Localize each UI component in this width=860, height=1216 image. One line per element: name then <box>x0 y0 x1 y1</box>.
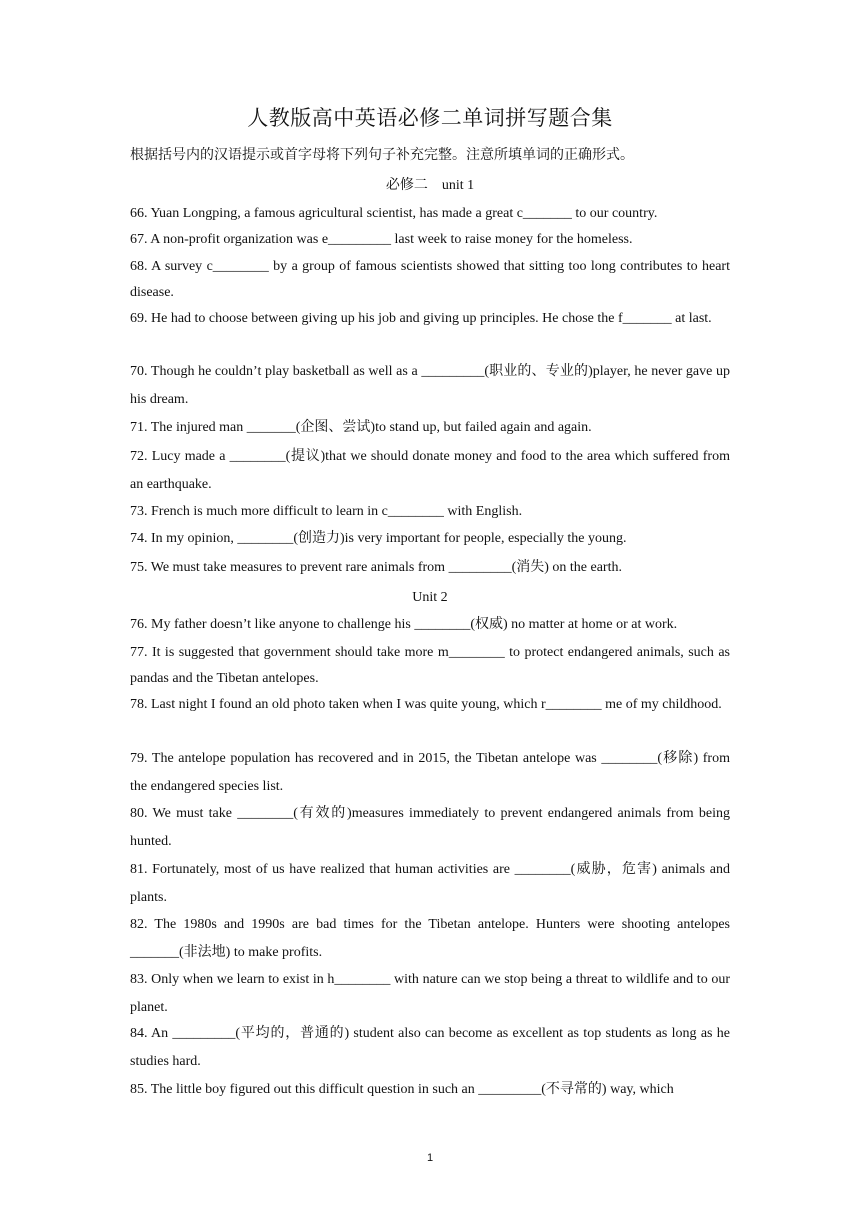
question-item: 75. We must take measures to prevent rare animals from _________(消失) on the earth. <box>130 560 622 575</box>
section-heading-unit-2: Unit 2 <box>412 590 448 605</box>
question-item: 68. A survey c________ by a group of famous scientists showed that sitting too long contributes to heart disease. <box>130 259 730 300</box>
question-item: 80. We must take ________(有效的)measures immediately to prevent endangered animals from being hunted. <box>130 806 730 849</box>
question-item: 71. The injured man _______(企图、尝试)to stand up, but failed again and again. <box>130 420 592 435</box>
question-item: 70. Though he couldn’t play basketball as well as a _________(职业的、专业的)player, he never gave up his dream. <box>130 364 730 407</box>
question-item: 83. Only when we learn to exist in h________ with nature can we stop being a threat to wildlife and to our planet. <box>130 972 730 1015</box>
question-item: 79. The antelope population has recovered and in 2015, the Tibetan antelope was ________(移除) from the endangered species list. <box>130 751 730 794</box>
question-item: 82. The 1980s and 1990s are bad times for the Tibetan antelope. Hunters were shooting antelopes _______(非法地) to make profits. <box>130 917 730 960</box>
question-item: 85. The little boy figured out this difficult question in such an _________(不寻常的) way, which <box>130 1082 674 1097</box>
question-item: 66. Yuan Longping, a famous agricultural scientist, has made a great c_______ to our country. <box>130 206 658 221</box>
question-item: 74. In my opinion, ________(创造力)is very important for people, especially the young. <box>130 531 627 546</box>
question-item: 67. A non-profit organization was e_________ last week to raise money for the homeless. <box>130 232 633 247</box>
document-title: 人教版高中英语必修二单词拼写题合集 <box>247 106 613 130</box>
question-item: 76. My father doesn’t like anyone to challenge his ________(权威) no matter at home or at work. <box>130 617 678 632</box>
page-number: 1 <box>426 1152 434 1164</box>
question-item: 78. Last night I found an old photo taken when I was quite young, which r________ me of my childhood. <box>130 697 722 712</box>
question-item: 81. Fortunately, most of us have realized that human activities are ________(威胁，危害) animals and plants. <box>130 862 730 905</box>
question-item: 84. An _________(平均的，普通的) student also can become as excellent as top students as long as he studies hard. <box>130 1026 730 1069</box>
question-item: 72. Lucy made a ________(提议)that we should donate money and food to the area which suffered from an earthquake. <box>130 449 730 492</box>
section-heading-unit-1: 必修二 unit 1 <box>385 178 475 193</box>
instruction-text: 根据括号内的汉语提示或首字母将下列句子补充完整。注意所填单词的正确形式。 <box>130 148 634 163</box>
question-item: 77. It is suggested that government should take more m________ to protect endangered animals, such as pandas and the Tibetan antelopes. <box>130 645 730 686</box>
question-item: 73. French is much more difficult to learn in c________ with English. <box>130 504 523 519</box>
question-item: 69. He had to choose between giving up his job and giving up principles. He chose the f_______ at last. <box>130 311 712 326</box>
